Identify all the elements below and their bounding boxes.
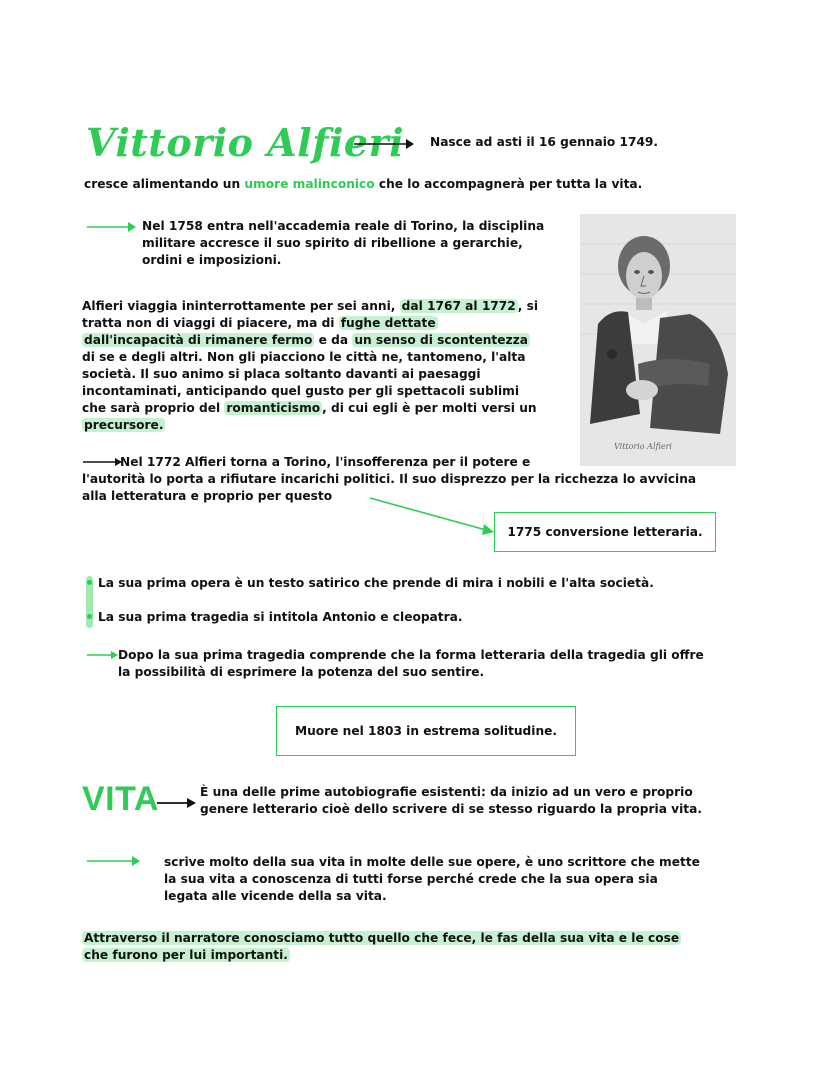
text-line: È una delle prime autobiografie esistenti: da inizio ad un vero e proprio bbox=[200, 785, 693, 799]
text-line: incontaminati, anticipando quel gusto per gli spettacoli sublimi bbox=[82, 384, 520, 398]
text-line: genere letterario cioè dello scrivere di se stesso riguardo la propria vita. bbox=[200, 802, 702, 816]
bullet-dot bbox=[87, 614, 92, 619]
arrow-right-icon bbox=[86, 854, 140, 868]
text-line bbox=[82, 417, 538, 434]
bullet-dot bbox=[87, 580, 92, 585]
bullet-item: La sua prima tragedia si intitola Antonio e cleopatra. bbox=[98, 610, 463, 624]
text-span: Alfieri viaggia ininterrottamente per sei anni, bbox=[82, 299, 400, 313]
text-line: la sua vita a conoscenza di tutti forse perché crede che la sua opera sia bbox=[164, 872, 658, 886]
text-line: di se e degli altri. Non gli piacciono le città ne, tantomeno, l'alta bbox=[82, 350, 526, 364]
text-line bbox=[82, 315, 538, 332]
text-line: Dopo la sua prima tragedia comprende che la forma letteraria della tragedia gli offre bbox=[118, 648, 704, 662]
text-line bbox=[82, 298, 538, 315]
text-line: ordini e imposizioni. bbox=[142, 253, 282, 267]
paragraph-tragedia bbox=[118, 647, 704, 681]
text-line bbox=[82, 930, 681, 947]
death-box: Muore nel 1803 in estrema solitudine. bbox=[276, 706, 576, 756]
text-line bbox=[82, 332, 538, 349]
paragraph-vita bbox=[200, 784, 702, 818]
arrow-right-icon bbox=[86, 649, 118, 661]
conversion-box: 1775 conversione letteraria. bbox=[494, 512, 716, 552]
highlight: Attraverso il narratore conosciamo tutto quello che fece, le fas della sua vita e le cose bbox=[84, 931, 680, 945]
highlight: fughe dettate bbox=[340, 316, 436, 330]
text-line: la possibilità di esprimere la potenza del suo sentire. bbox=[118, 665, 485, 679]
text-line: legata alle vicende della sa vita. bbox=[164, 889, 387, 903]
text-span: che sarà proprio del bbox=[82, 401, 225, 415]
highlight: dall'incapacità di rimanere fermo bbox=[84, 333, 313, 347]
portrait-image bbox=[580, 214, 736, 466]
text-line: Nel 1772 Alfieri torna a Torino, l'insofferenza per il potere e bbox=[120, 455, 531, 469]
highlight: romanticismo bbox=[226, 401, 321, 415]
text-line bbox=[82, 400, 538, 417]
page-title: Vittorio Alfieri bbox=[86, 120, 405, 165]
arrow-diagonal-icon bbox=[368, 496, 494, 536]
portrait-caption: Vittorio Alfieri bbox=[614, 442, 672, 451]
text-line: alla letteratura e proprio per questo bbox=[82, 489, 333, 503]
highlight: che furono per lui importanti. bbox=[84, 948, 288, 962]
arrow-right-icon bbox=[156, 796, 196, 810]
text-line: scrive molto della sua vita in molte delle sue opere, è uno scrittore che mette bbox=[164, 855, 700, 869]
text-line: società. Il suo animo si placa soltanto davanti ai paesaggi bbox=[82, 367, 481, 381]
text-line: militare accresce il suo spirito di ribellione a gerarchie, bbox=[142, 236, 523, 250]
cresce-highlight: umore malinconico bbox=[244, 177, 375, 191]
birth-note: Nasce ad asti il 16 gennaio 1749. bbox=[430, 135, 659, 149]
cresce-before: cresce alimentando un bbox=[84, 177, 245, 191]
section-heading-vita: VITA bbox=[82, 780, 159, 818]
arrow-right-icon bbox=[352, 136, 414, 152]
highlight: precursore. bbox=[84, 418, 164, 432]
highlight: un senso di scontentezza bbox=[354, 333, 528, 347]
cresce-line bbox=[84, 176, 642, 193]
arrow-right-icon bbox=[86, 220, 136, 234]
paragraph-accademia bbox=[142, 218, 544, 269]
paragraph-narratore bbox=[82, 930, 681, 964]
paragraph-scrive bbox=[164, 854, 700, 905]
text-span: , di cui egli è per molti versi un bbox=[322, 401, 537, 415]
text-line bbox=[82, 947, 681, 964]
text-span: e da bbox=[314, 333, 353, 347]
text-span: , si bbox=[517, 299, 539, 313]
text-span: tratta non di viaggi di piacere, ma di bbox=[82, 316, 339, 330]
text-line: l'autorità lo porta a rifiutare incarichi politici. Il suo disprezzo per la ricchezza lo avvicina bbox=[82, 472, 697, 486]
paragraph-viaggi bbox=[82, 298, 538, 434]
bullet-item: La sua prima opera è un testo satirico che prende di mira i nobili e l'alta società. bbox=[98, 576, 654, 590]
cresce-after: che lo accompagnerà per tutta la vita. bbox=[374, 177, 643, 191]
highlight: dal 1767 al 1772 bbox=[401, 299, 516, 313]
text-line: Nel 1758 entra nell'accademia reale di Torino, la disciplina bbox=[142, 219, 545, 233]
